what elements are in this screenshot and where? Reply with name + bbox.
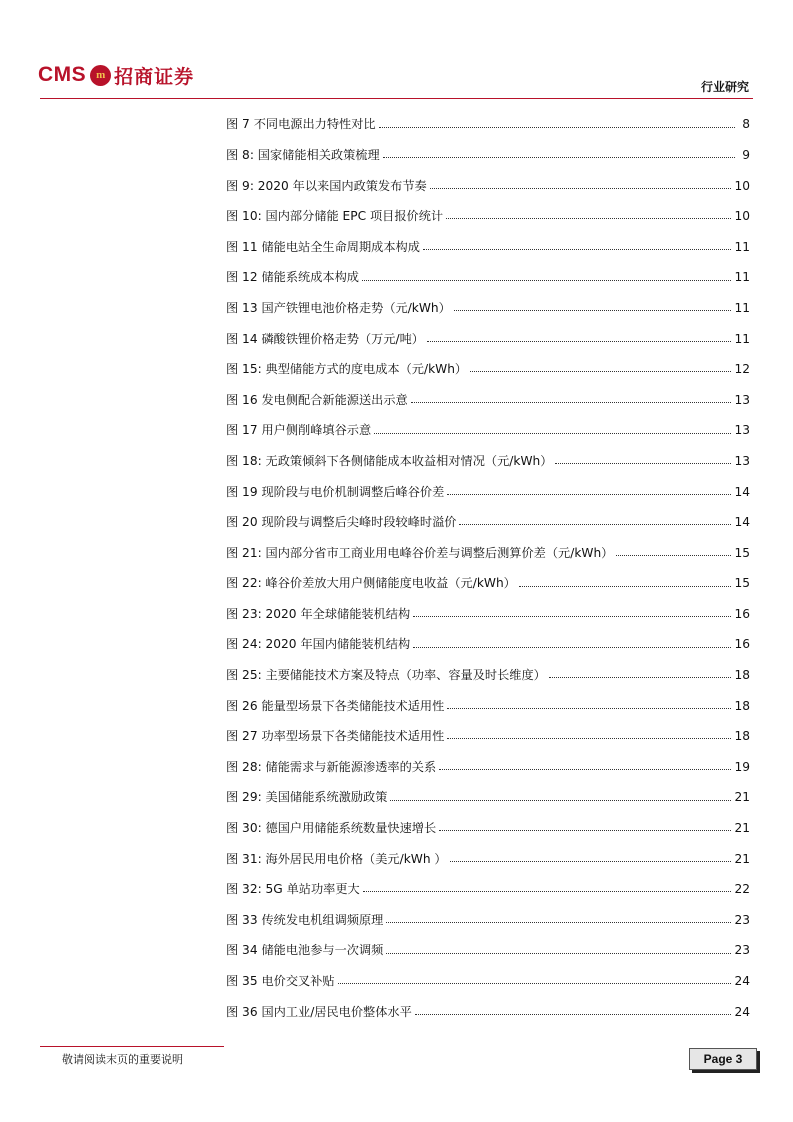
toc-entry-title: 图 24: 2020 年国内储能装机结构 xyxy=(226,637,411,652)
toc-entry-title: 图 23: 2020 年全球储能装机结构 xyxy=(226,606,411,621)
toc-entry-title: 图 14 磷酸铁锂价格走势（万元/吨） xyxy=(226,331,424,346)
toc-entry[interactable] xyxy=(226,288,750,319)
toc-dot-leader xyxy=(386,953,731,954)
toc-entry[interactable] xyxy=(226,471,750,502)
toc-entry-title: 图 25: 主要储能技术方案及特点（功率、容量及时长维度） xyxy=(226,668,546,683)
toc-entry-page: 18 xyxy=(734,729,750,744)
toc-entry[interactable] xyxy=(226,196,750,227)
toc-entry[interactable] xyxy=(226,899,750,930)
toc-entry[interactable] xyxy=(226,808,750,839)
toc-dot-leader xyxy=(447,738,731,739)
toc-entry-page: 15 xyxy=(734,576,750,591)
toc-entry-title: 图 21: 国内部分省市工商业用电峰谷价差与调整后测算价差（元/kWh） xyxy=(226,545,614,560)
disclaimer-note: 敬请阅读末页的重要说明 xyxy=(62,1053,183,1066)
toc-entry-page: 11 xyxy=(734,300,750,315)
toc-entry-title: 图 10: 国内部分储能 EPC 项目报价统计 xyxy=(226,209,444,224)
toc-entry-title: 图 7 不同电源出力特性对比 xyxy=(226,117,376,132)
toc-entry-title: 图 13 国产铁锂电池价格走势（元/kWh） xyxy=(226,300,451,315)
toc-entry[interactable] xyxy=(226,961,750,992)
toc-entry-page: 18 xyxy=(734,698,750,713)
page-number-badge: Page 3 xyxy=(689,1048,757,1070)
toc-dot-leader xyxy=(386,922,731,923)
toc-entry-page: 11 xyxy=(734,331,750,346)
toc-entry-title: 图 26 能量型场景下各类储能技术适用性 xyxy=(226,698,445,713)
toc-entry-page: 13 xyxy=(734,392,750,407)
toc-entry-page: 13 xyxy=(734,453,750,468)
toc-entry-title: 图 8: 国家储能相关政策梳理 xyxy=(226,147,380,162)
toc-entry[interactable] xyxy=(226,502,750,533)
toc-entry[interactable] xyxy=(226,594,750,625)
toc-dot-leader xyxy=(411,402,732,403)
toc-entry-page: 21 xyxy=(734,821,750,836)
toc-entry-page: 9 xyxy=(742,147,750,162)
toc-dot-leader xyxy=(555,463,731,464)
figure-table-of-contents xyxy=(226,104,750,1022)
toc-entry-title: 图 33 传统发电机组调频原理 xyxy=(226,912,384,927)
toc-entry[interactable] xyxy=(226,624,750,655)
toc-entry-page: 18 xyxy=(734,668,750,683)
toc-entry[interactable] xyxy=(226,777,750,808)
toc-entry-page: 8 xyxy=(742,117,750,132)
toc-entry-title: 图 18: 无政策倾斜下各侧储能成本收益相对情况（元/kWh） xyxy=(226,453,553,468)
toc-entry[interactable] xyxy=(226,379,750,410)
toc-entry-page: 16 xyxy=(734,637,750,652)
toc-entry[interactable] xyxy=(226,165,750,196)
toc-dot-leader xyxy=(616,555,731,556)
toc-entry-title: 图 22: 峰谷价差放大用户侧储能度电收益（元/kWh） xyxy=(226,576,516,591)
report-type-label: 行业研究 xyxy=(700,80,749,94)
toc-entry[interactable] xyxy=(226,991,750,1022)
toc-dot-leader xyxy=(470,371,731,372)
toc-entry[interactable] xyxy=(226,869,750,900)
toc-entry-page: 13 xyxy=(734,423,750,438)
toc-dot-leader xyxy=(439,830,731,831)
toc-entry-page: 21 xyxy=(734,790,750,805)
toc-entry-title: 图 12 储能系统成本构成 xyxy=(226,270,359,285)
toc-dot-leader xyxy=(447,708,731,709)
toc-entry[interactable] xyxy=(226,685,750,716)
toc-entry-page: 24 xyxy=(734,1004,750,1019)
toc-entry-page: 23 xyxy=(734,943,750,958)
toc-dot-leader xyxy=(383,157,735,158)
toc-entry[interactable] xyxy=(226,930,750,961)
toc-dot-leader xyxy=(549,677,732,678)
toc-entry-title: 图 35 电价交叉补贴 xyxy=(226,974,335,989)
toc-entry-title: 图 29: 美国储能系统激励政策 xyxy=(226,790,388,805)
toc-entry[interactable] xyxy=(226,226,750,257)
toc-entry-title: 图 36 国内工业/居民电价整体水平 xyxy=(226,1004,412,1019)
toc-dot-leader xyxy=(447,494,731,495)
toc-entry-page: 11 xyxy=(734,270,750,285)
toc-dot-leader xyxy=(427,341,731,342)
toc-entry[interactable] xyxy=(226,532,750,563)
toc-entry-title: 图 27 功率型场景下各类储能技术适用性 xyxy=(226,729,445,744)
toc-entry-page: 21 xyxy=(734,851,750,866)
toc-entry[interactable] xyxy=(226,135,750,166)
logo-latin-text: CMS xyxy=(38,63,87,86)
toc-dot-leader xyxy=(430,188,732,189)
toc-entry[interactable] xyxy=(226,410,750,441)
toc-entry-title: 图 16 发电侧配合新能源送出示意 xyxy=(226,392,408,407)
toc-entry-title: 图 32: 5G 单站功率更大 xyxy=(226,882,360,897)
toc-entry-title: 图 9: 2020 年以来国内政策发布节奏 xyxy=(226,178,427,193)
toc-entry-page: 11 xyxy=(734,239,750,254)
toc-entry[interactable] xyxy=(226,257,750,288)
toc-dot-leader xyxy=(374,433,731,434)
toc-entry[interactable] xyxy=(226,318,750,349)
toc-dot-leader xyxy=(363,891,732,892)
toc-dot-leader xyxy=(454,310,732,311)
toc-entry-page: 22 xyxy=(734,882,750,897)
toc-entry-page: 24 xyxy=(734,974,750,989)
toc-dot-leader xyxy=(413,647,731,648)
footer-divider xyxy=(40,1046,224,1047)
toc-entry[interactable] xyxy=(226,563,750,594)
toc-entry[interactable] xyxy=(226,716,750,747)
toc-entry[interactable] xyxy=(226,838,750,869)
toc-entry-title: 图 17 用户侧削峰填谷示意 xyxy=(226,423,372,438)
toc-dot-leader xyxy=(519,586,732,587)
toc-entry[interactable] xyxy=(226,349,750,380)
toc-entry-title: 图 28: 储能需求与新能源渗透率的关系 xyxy=(226,759,437,774)
toc-dot-leader xyxy=(423,249,732,250)
toc-dot-leader xyxy=(379,127,735,128)
toc-entry-page: 10 xyxy=(734,209,750,224)
toc-entry-page: 23 xyxy=(734,912,750,927)
toc-entry[interactable] xyxy=(226,746,750,777)
header-divider xyxy=(40,98,753,99)
toc-entry[interactable] xyxy=(226,104,750,135)
toc-entry-title: 图 31: 海外居民用电价格（美元/kWh ） xyxy=(226,851,447,866)
toc-dot-leader xyxy=(446,218,731,219)
toc-entry-title: 图 30: 德国户用储能系统数量快速增长 xyxy=(226,821,437,836)
toc-entry-page: 12 xyxy=(734,362,750,377)
toc-entry-title: 图 15: 典型储能方式的度电成本（元/kWh） xyxy=(226,362,468,377)
toc-entry-page: 16 xyxy=(734,606,750,621)
toc-dot-leader xyxy=(450,861,732,862)
toc-dot-leader xyxy=(413,616,731,617)
toc-entry[interactable] xyxy=(226,655,750,686)
toc-entry-page: 15 xyxy=(734,545,750,560)
toc-dot-leader xyxy=(459,524,731,525)
toc-entry-page: 14 xyxy=(734,515,750,530)
toc-entry[interactable] xyxy=(226,441,750,472)
toc-entry-page: 19 xyxy=(734,759,750,774)
toc-entry-page: 14 xyxy=(734,484,750,499)
toc-entry-page: 10 xyxy=(734,178,750,193)
toc-dot-leader xyxy=(362,280,732,281)
toc-dot-leader xyxy=(390,800,731,801)
toc-dot-leader xyxy=(439,769,731,770)
toc-entry-title: 图 19 现阶段与电价机制调整后峰谷价差 xyxy=(226,484,445,499)
logo-chinese-text: 招商证券 xyxy=(114,65,195,88)
company-logo xyxy=(38,62,194,88)
toc-dot-leader xyxy=(415,1014,732,1015)
logo-mark-icon: m xyxy=(90,65,111,86)
toc-entry-title: 图 34 储能电池参与一次调频 xyxy=(226,943,384,958)
toc-entry-title: 图 11 储能电站全生命周期成本构成 xyxy=(226,239,420,254)
toc-entry-title: 图 20 现阶段与调整后尖峰时段较峰时溢价 xyxy=(226,515,457,530)
toc-dot-leader xyxy=(338,983,732,984)
